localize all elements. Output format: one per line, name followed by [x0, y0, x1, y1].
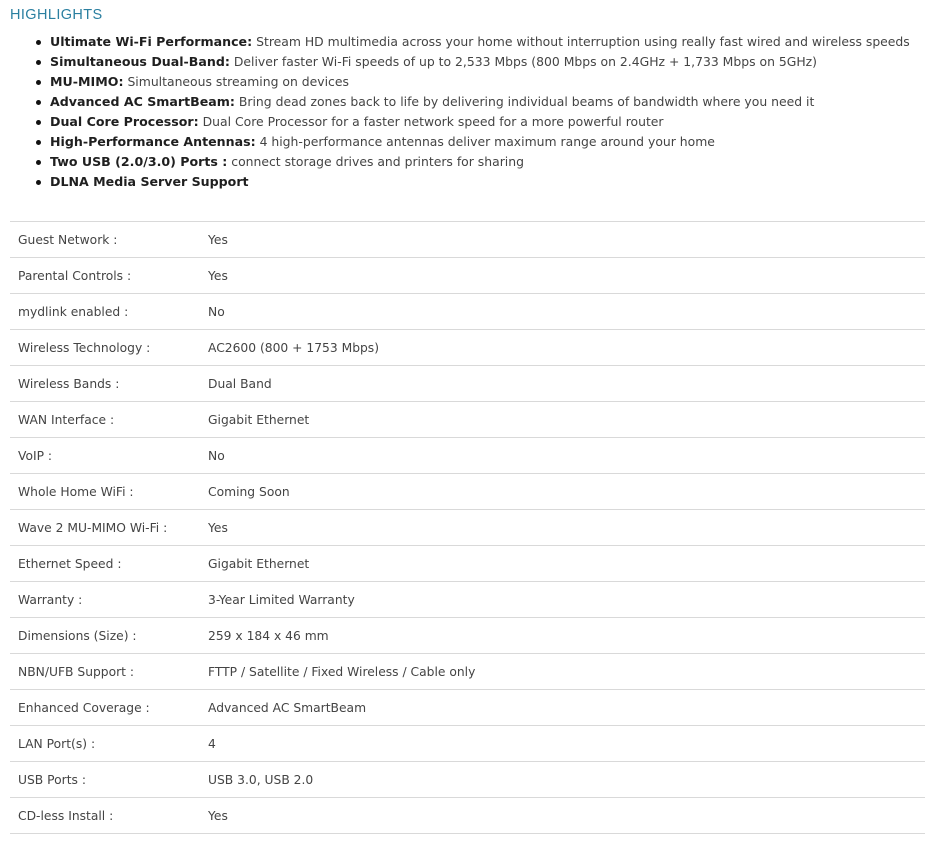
table-row	[10, 654, 925, 690]
spec-value: Dual Band	[208, 376, 272, 391]
spec-value: Advanced AC SmartBeam	[208, 700, 367, 715]
table-row	[10, 582, 925, 618]
highlight-term: MU-MIMO	[50, 74, 119, 89]
spec-label: NBN/UFB Support :	[18, 664, 135, 679]
spec-value: FTTP / Satellite / Fixed Wireless / Cable only	[208, 664, 476, 679]
highlight-text: 4 high-performance antennas deliver maximum range around your home	[255, 134, 715, 149]
highlight-separator: :	[224, 54, 230, 69]
spec-label: Parental Controls :	[18, 268, 132, 283]
highlight-separator: :	[193, 114, 199, 129]
spec-label: USB Ports :	[18, 772, 86, 787]
table-row	[10, 474, 925, 510]
table-row	[10, 366, 925, 402]
spec-label: VoIP :	[18, 448, 53, 463]
spec-label: Whole Home WiFi :	[18, 484, 134, 499]
table-row	[10, 438, 925, 474]
spec-label: Dimensions (Size) :	[18, 628, 137, 643]
highlight-item	[50, 32, 910, 52]
spec-value: Gigabit Ethernet	[208, 412, 310, 427]
spec-value: 259 x 184 x 46 mm	[208, 628, 329, 643]
spec-label: Warranty :	[18, 592, 83, 607]
highlight-text: Dual Core Processor for a faster network speed for a more powerful router	[198, 114, 664, 129]
spec-label: mydlink enabled :	[18, 304, 129, 319]
spec-value: Coming Soon	[208, 484, 290, 499]
highlight-term: Simultaneous Dual-Band	[50, 54, 225, 69]
table-row	[10, 258, 925, 294]
table-row	[10, 690, 925, 726]
highlight-separator: :	[247, 34, 253, 49]
highlight-term: Advanced AC SmartBeam	[50, 94, 230, 109]
highlight-text: Stream HD multimedia across your home without interruption using really fast wired and wireless speeds	[252, 34, 910, 49]
spec-value: No	[208, 304, 225, 319]
spec-value: Yes	[208, 808, 228, 823]
spec-value: USB 3.0, USB 2.0	[208, 772, 314, 787]
spec-label: Enhanced Coverage :	[18, 700, 150, 715]
spec-value: Yes	[208, 520, 228, 535]
highlight-separator: :	[217, 154, 228, 169]
highlight-item	[50, 112, 910, 132]
spec-value: Yes	[208, 232, 228, 247]
table-row	[10, 294, 925, 330]
table-row	[10, 222, 925, 258]
spec-label: LAN Port(s) :	[18, 736, 96, 751]
spec-label: Wave 2 MU-MIMO Wi-Fi :	[18, 520, 168, 535]
highlight-separator: :	[250, 134, 256, 149]
table-row	[10, 798, 925, 834]
highlights-list	[0, 32, 910, 192]
highlight-separator: :	[118, 74, 124, 89]
highlight-term: Two USB (2.0/3.0) Ports	[50, 154, 218, 169]
spec-value: 3-Year Limited Warranty	[208, 592, 355, 607]
spec-label: Ethernet Speed :	[18, 556, 122, 571]
table-row	[10, 618, 925, 654]
table-row	[10, 330, 925, 366]
spec-label: WAN Interface :	[18, 412, 115, 427]
highlight-separator: :	[229, 94, 235, 109]
highlight-item	[50, 172, 910, 192]
spec-label: Wireless Bands :	[18, 376, 120, 391]
highlight-item	[50, 52, 910, 72]
highlight-text: Deliver faster Wi-Fi speeds of up to 2,533 Mbps (800 Mbps on 2.4GHz + 1,733 Mbps on 5GHz)	[229, 54, 818, 69]
highlight-item	[50, 72, 910, 92]
highlight-text: connect storage drives and printers for sharing	[227, 154, 524, 169]
spec-label: Wireless Technology :	[18, 340, 151, 355]
highlight-term: DLNA Media Server Support	[50, 174, 249, 189]
table-row	[10, 762, 925, 798]
spec-value: Yes	[208, 268, 228, 283]
spec-value: No	[208, 448, 225, 463]
highlight-item	[50, 132, 910, 152]
highlight-term: Ultimate Wi-Fi Performance	[50, 34, 248, 49]
spec-value: Gigabit Ethernet	[208, 556, 310, 571]
spec-value: AC2600 (800 + 1753 Mbps)	[208, 340, 380, 355]
spec-value: 4	[208, 736, 216, 751]
highlight-item	[50, 92, 910, 112]
highlight-text: Bring dead zones back to life by delivering individual beams of bandwidth where you need it	[234, 94, 815, 109]
spec-label: Guest Network :	[18, 232, 118, 247]
table-row	[10, 402, 925, 438]
highlight-term: Dual Core Processor	[50, 114, 194, 129]
table-row	[10, 510, 925, 546]
highlight-text: Simultaneous streaming on devices	[123, 74, 349, 89]
highlight-item	[50, 152, 910, 172]
highlights-heading: HIGHLIGHTS	[10, 7, 103, 23]
highlight-term: High-Performance Antennas	[50, 134, 251, 149]
spec-label: CD-less Install :	[18, 808, 114, 823]
table-row	[10, 546, 925, 582]
specifications-table	[10, 221, 925, 834]
table-row	[10, 726, 925, 762]
